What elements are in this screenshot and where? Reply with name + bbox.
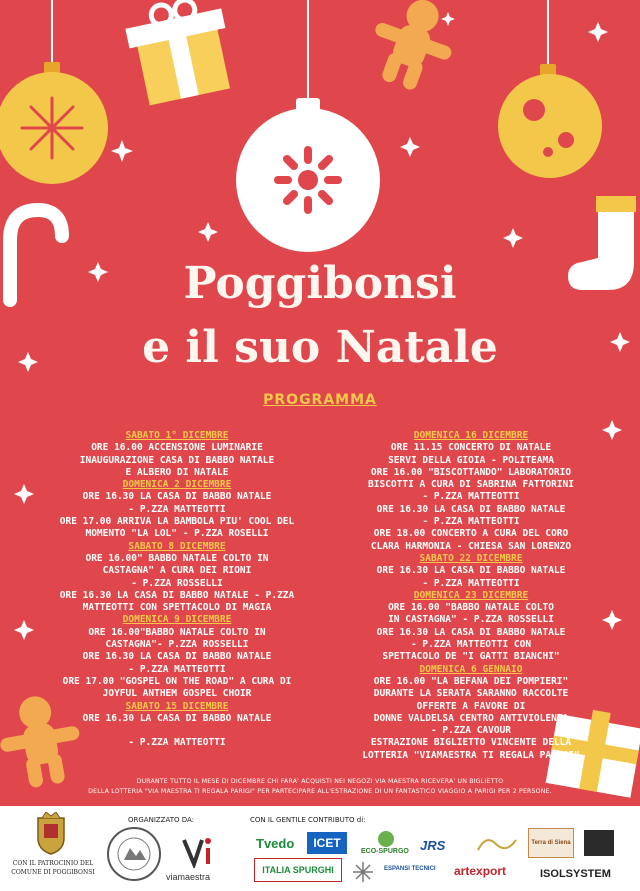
program-date-heading: DOMENICA 23 DICEMBRE [413,589,529,601]
program-line: ORE 16.00 "BISCOTTANDO" LABORATORIO [370,466,572,478]
program-line: ORE 16.00 ACCENSIONE LUMINARIE [91,442,263,454]
snowflake-sponsor-icon [350,860,376,884]
eco-spurgo-leaf-icon [376,830,396,848]
program-line: BISCOTTI A CURA DI SABRINA FATTORINI [368,479,574,491]
program-line: ORE 16.00" BABBO NATALE COLTO IN [85,552,269,564]
program-line: MOMENTO "LA LOL" - P.ZZA ROSELLI [85,528,269,540]
program-line: ESTRAZIONE BIGLIETTO VINCENTE DELLA [370,737,572,749]
program-line: CASTAGNA" A CURA DEI RIONI [102,565,252,577]
italia-spurghi-badge [254,858,342,882]
pro-loco-seal-icon [106,826,162,882]
title-line-1: Poggibonsi [183,258,457,309]
lottery-note-line-1: DURANTE TUTTO IL MESE DI DICEMBRE CHI FARA' ACQUISTI NEI NEGOZI VIA MAESTRA RICEVERA' UN BIGLIETTO [136,778,504,785]
terra-siena-badge [528,828,574,858]
program-line: DONNE VALDELSA CENTRO ANTIVIOLENZA [373,712,569,724]
program-date-heading: SABATO 8 DICEMBRE [128,540,226,552]
cm-logo-badge [584,830,614,856]
program-line: ORE 16.30 LA CASA DI BABBO NATALE - P.ZZA [59,589,295,601]
program-date-heading: SABATO 15 DICEMBRE [125,700,229,712]
script-sponsor-logo-icon [474,830,520,858]
program-line: ORE 17.00 ARRIVA LA BAMBOLA PIU' COOL DEL [59,516,295,528]
program-line: - P.ZZA MATTEOTTI CON [410,639,532,651]
program-line: - P.ZZA CAVOUR [430,725,512,737]
sponsor-terra-siena: Terra di Siena [531,840,571,846]
title-line-2: e il suo Natale [142,322,498,373]
program-line: - P.ZZA MATTEOTTI [422,577,520,589]
comune-crest-icon [34,812,68,856]
gift-box-icon [122,0,238,107]
program-line: ORE 16.30 LA CASA DI BABBO NATALE [376,503,566,515]
program-line: - P.ZZA MATTEOTTI [128,663,226,675]
program-line: CASTAGNA"- P.ZZA ROSSELLI [105,639,249,651]
program-line: IN CASTAGNA" - P.ZZA ROSSELLI [388,614,554,626]
sponsor-isolsystem: ISOLSYSTEM [540,868,611,880]
program-line: - P.ZZA MATTEOTTI [128,503,226,515]
contribution-label: CON IL GENTILE CONTRIBUTO di: [250,816,366,824]
program-line: SERVI DELLA GIOIA - POLITEAMA [388,454,554,466]
sponsor-eco-spurgo: ECO-SPURGO [361,848,409,855]
program-line: DURANTE LA SERATA SARANNO RACCOLTE [373,688,569,700]
program-line: ORE 11.15 CONCERTO DI NATALE [390,442,552,454]
program-line: MATTEOTTI CON SPETTACOLO DI MAGIA [82,602,272,614]
lottery-note-line-2: DELLA LOTTERIA "VIA MAESTRA TI REGALA PARIGI" PER PARTECIPARE ALL'ESTRAZIONE DI UN FANTASTICO VIAGGIO A PARIGI PER 2 PERSONE. [88,788,552,795]
program-line: ORE 16.30 LA CASA DI BABBO NATALE [82,712,272,724]
program-line: - P.ZZA MATTEOTTI [422,491,520,503]
program-date-heading: SABATO 1° DICEMBRE [125,430,229,441]
program-line: JOYFUL ANTHEM GOSPEL CHOIR [102,688,252,700]
sponsor-artexport: artexport [454,864,507,878]
program-line: CLARA HARMONIA - CHIESA SAN LORENZO [370,540,572,552]
program-line: INAUGURAZIONE CASA DI BABBO NATALE [79,454,275,466]
sponsor-espansi-tecnici: ESPANSI TECNICI [384,866,436,872]
gingerbread-man-icon [360,0,466,99]
patronage-line-2: COMUNE DI POGGIBONSI [11,869,95,876]
viamaestra-label: viamaestra [166,872,211,882]
program-line: - P.ZZA MATTEOTTI [128,737,226,749]
program-line: ORE 16.00 "LA BEFANA DEI POMPIERI" [373,675,569,687]
program-line: ORE 16.30 LA CASA DI BABBO NATALE [376,565,566,577]
sponsor-bar [0,806,640,891]
program-date-heading: DOMENICA 9 DICEMBRE [122,614,232,626]
program-line: ORE 18.00 CONCERTO A CURA DEL CORO [373,528,569,540]
program-line: ORE 16.30 LA CASA DI BABBO NATALE [82,651,272,663]
program-line: - P.ZZA MATTEOTTI [422,516,520,528]
program-line: ORE 16.30 LA CASA DI BABBO NATALE [82,491,272,503]
sponsor-jrs: JRS [420,838,446,853]
program-line: ORE 16.00 "BABBO NATALE COLTO [388,602,554,614]
program-line: ORE 17.00 "GOSPEL ON THE ROAD" A CURA DI [62,675,292,687]
program-line: E ALBERO DI NATALE [125,466,229,478]
program-line: LOTTERIA "VIAMAESTRA TI REGALA PARIGI" [362,749,580,761]
program-date-heading: DOMENICA 6 GENNAIO [419,663,523,675]
spacer [36,725,318,737]
sponsor-tvedo: Tvedo [256,836,295,851]
program-line: OFFERTE A FAVORE DI [416,700,526,712]
snowflake-icon [22,98,82,158]
program-line: ORE 16.00"BABBO NATALE COLTO IN [88,626,266,638]
program-date-heading: SABATO 22 DICEMBRE [419,552,523,564]
program-line: - P.ZZA ROSSELLI [131,577,223,589]
program-heading: PROGRAMMA [263,392,377,408]
program-date-heading: DOMENICA 2 DICEMBRE [122,479,232,491]
viamaestra-logo-icon [180,834,216,868]
program-date-heading: DOMENICA 16 DICEMBRE [413,430,529,441]
patronage-line-1: CON IL PATROCINIO DEL [12,860,94,867]
sponsor-icet-badge [307,832,347,854]
program-line: SPETTACOLO DE "I GATTI BIANCHI" [382,651,560,663]
left-program-column [36,430,318,749]
right-program-column [336,430,606,762]
lottery-note [60,777,580,797]
program-line: ORE 16.30 LA CASA DI BABBO NATALE [376,626,566,638]
sponsor-italia-spurghi: ITALIA SPURGHI [262,865,334,875]
organized-by-label: ORGANIZZATO DA: [128,816,195,824]
sponsor-icet: ICET [313,836,341,850]
dots-ornament-icon [498,74,602,178]
